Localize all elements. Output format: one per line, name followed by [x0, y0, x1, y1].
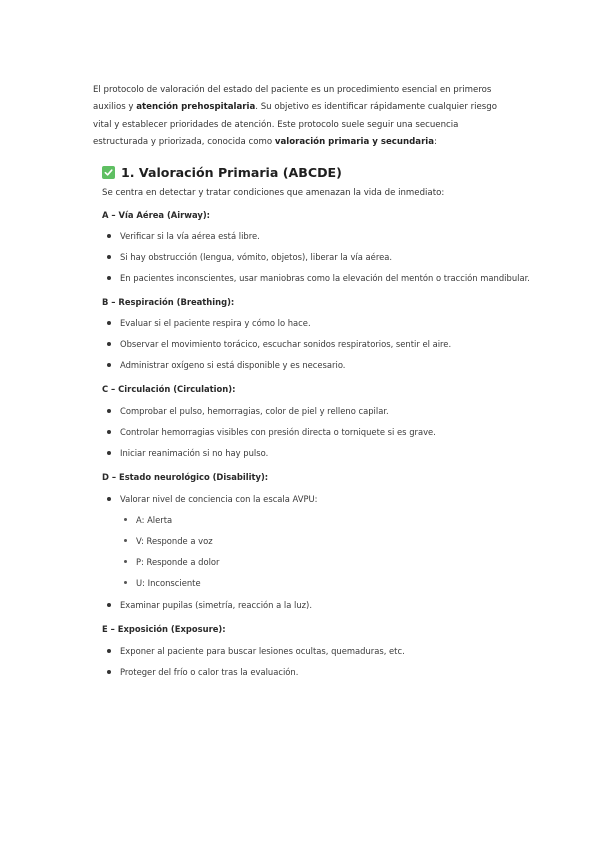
bullet-icon: [107, 603, 111, 607]
list-item: [107, 492, 317, 506]
bullet-icon: [107, 363, 111, 367]
list-item: [107, 446, 268, 460]
list-item-text: Exponer al paciente para buscar lesiones ocultas, quemaduras, etc.: [120, 646, 405, 656]
section-title: [102, 162, 342, 182]
bullet-icon: [107, 451, 111, 455]
list-item: [107, 425, 436, 439]
sub-list-item: [124, 555, 220, 569]
list-item: [107, 404, 389, 418]
sub-list-item: [124, 576, 201, 590]
list-item-text: En pacientes inconscientes, usar maniobras como la elevación del mentón o tracción mandibular.: [120, 273, 530, 283]
bullet-icon: [107, 342, 111, 346]
sub-list-item-text: V: Responde a voz: [136, 536, 213, 546]
intro-text-1: El protocolo de valoración del estado del paciente es un procedimiento esencial en primeros auxilios y: [93, 85, 492, 113]
bullet-icon: [107, 670, 111, 674]
list-item: [107, 665, 298, 679]
bullet-icon: [107, 430, 111, 434]
sub-bullet-icon: [124, 518, 127, 521]
intro-text-3: :: [434, 136, 437, 147]
sub-list-item: [124, 534, 213, 548]
intro-bold-valoracion: valoración primaria y secundaria: [274, 136, 435, 147]
list-item-text: Verificar si la vía aérea está libre.: [120, 231, 260, 241]
list-item: [107, 316, 311, 330]
sub-list-item-text: P: Responde a dolor: [136, 557, 220, 567]
sub-list-item-text: U: Inconsciente: [136, 578, 201, 588]
heading-circulation: C – Circulación (Circulation):: [102, 384, 236, 394]
check-mark-button-icon: [102, 166, 115, 179]
bullet-icon: [107, 234, 111, 238]
bullet-icon: [107, 409, 111, 413]
intro-text-2: . Su objetivo es identificar rápidamente cualquier riesgo vital y establecer prioridades de atención. Este protocolo suele seguir una secuencia estructurada y priorizada, conocida como: [93, 102, 497, 147]
list-item: [107, 644, 405, 658]
list-item-text: Proteger del frío o calor tras la evaluación.: [120, 667, 299, 677]
sub-bullet-icon: [124, 560, 127, 563]
list-item-text: Valorar nivel de conciencia con la escala AVPU:: [120, 494, 318, 504]
heading-breathing: B – Respiración (Breathing):: [102, 297, 235, 307]
sub-list-item: [124, 513, 172, 527]
list-item: [107, 250, 392, 264]
list-item-text: Comprobar el pulso, hemorragias, color de piel y relleno capilar.: [120, 406, 389, 416]
list-item-text: Examinar pupilas (simetría, reacción a la luz).: [120, 600, 312, 610]
section-intro: Se centra en detectar y tratar condiciones que amenazan la vida de inmediato:: [102, 188, 445, 198]
list-item-text: Si hay obstrucción (lengua, vómito, objetos), liberar la vía aérea.: [120, 252, 393, 262]
section-title-text: 1. Valoración Primaria (ABCDE): [121, 164, 342, 180]
bullet-icon: [107, 255, 111, 259]
heading-airway: A – Vía Aérea (Airway):: [102, 210, 211, 220]
heading-disability: D – Estado neurológico (Disability):: [102, 472, 269, 482]
list-item: [107, 337, 451, 351]
list-item-text: Evaluar si el paciente respira y cómo lo hace.: [120, 318, 311, 328]
heading-exposure: E – Exposición (Exposure):: [102, 624, 226, 634]
list-item-text: Observar el movimiento torácico, escuchar sonidos respiratorios, sentir el aire.: [120, 339, 452, 349]
bullet-icon: [107, 649, 111, 653]
list-item: [107, 358, 345, 372]
list-item: [107, 271, 530, 285]
sub-list-item-text: A: Alerta: [136, 515, 173, 525]
list-item: [107, 229, 260, 243]
intro-bold-prehospital: atención prehospitalaria: [136, 102, 256, 113]
bullet-icon: [107, 321, 111, 325]
sub-bullet-icon: [124, 539, 127, 542]
intro-paragraph: [93, 82, 513, 151]
bullet-icon: [107, 497, 111, 501]
list-item-text: Iniciar reanimación si no hay pulso.: [120, 448, 269, 458]
list-item: [107, 598, 312, 612]
sub-bullet-icon: [124, 581, 127, 584]
list-item-text: Administrar oxígeno si está disponible y es necesario.: [120, 360, 346, 370]
bullet-icon: [107, 276, 111, 280]
list-item-text: Controlar hemorragias visibles con presión directa o torniquete si es grave.: [120, 427, 436, 437]
